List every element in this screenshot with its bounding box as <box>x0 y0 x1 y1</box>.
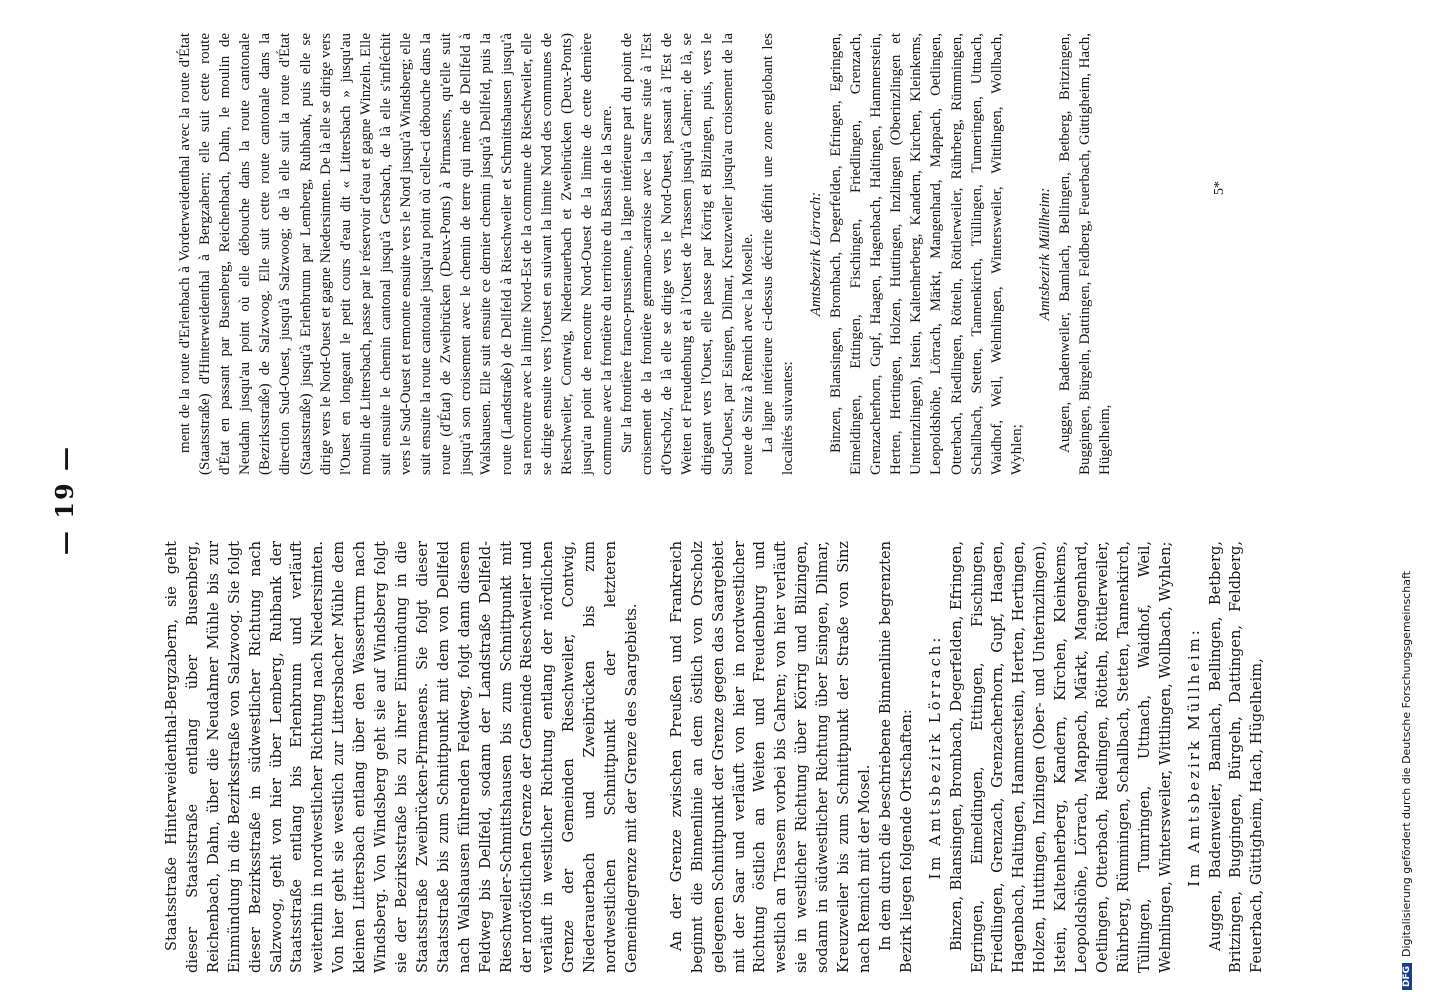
french-paragraph-1: ment de la route d'Erlenbach à Vorderweidenthal avec la route d'État (Staatsstraße) d'Hinterweidenthal à Bergzabern; elle suit cette route d'État en passant par Busenberg, Reichenbach, Dahn, le moulin de Neudahn jusqu'au point où elle débouche dans la route cantonale (Bezirksstraße) de Salzwoog. Elle suit cette route cantonale dans la direction Sud-Ouest, jusqu'à Salzwoog; de là elle suit la route d'État (Staatsstraße) jusqu'à Erlenbrunn par Lemberg, Ruhbank, puis elle se dirige vers le Nord-Ouest et gagne Niedersimten. De là elle se dirige vers l'Ouest en longeant le petit cours d'eau dit « Littersbach » jusqu'au moulin de Littersbach, passe par le réservoir d'eau et gagne Winzeln. Elle suit ensuite le chemin cantonal jusqu'à Gersbach, de là elle s'infléchit vers le Sud-Ouest et remonte ensuite vers le Nord jusqu'à Windsberg; elle suit ensuite la route cantonale jusqu'au point où celle-ci débouche dans la route (d'État) de Zweibrücken (Deux-Ponts) à Pirmasens, qu'elle suit jusqu'à son croisement avec le chemin de terre qui mène de Dellfeld à Walshausen. Elle suit ensuite ce dernier chemin jusqu'à Dellfeld, puis la route (Landstraße) de Dellfeld à Rieschweiler et Schmittshausen jusqu'à sa rencontre avec la limite Nord-Est de la commune de Rieschweiler, elle se dirige ensuite vers l'Ouest en suivant la limite Nord des communes de Rieschweiler, Contwig, Niederauerbach et Zweibrücken (Deux-Ponts) jusqu'au point de rencontre Nord-Ouest de la limite de cette dernière commune avec la frontière du territoire du Bassin de la Sarre. <box>177 33 615 475</box>
german-column <box>162 541 1268 973</box>
german-heading-loerrach: Im Amtsbezirk Lörrach: <box>926 634 944 880</box>
french-column <box>175 33 1115 475</box>
french-heading-loerrach: Amtsbezirk Lörrach: <box>807 191 824 317</box>
german-paragraph-3: In dem durch die beschriebene Binnenlinie begrenzten Bezirk liegen folgende Ortschaften: <box>876 541 915 973</box>
german-paragraph-5: Auggen, Badenweiler, Bamlach, Bellingen, Betberg, Britzingen, Buggingen, Bürgeln, Dattingen, Feldberg, Feuerbach, Güttigheim, Hach, Hügelheim, <box>1206 541 1266 973</box>
german-paragraph-2: An der Grenze zwischen Preußen und Frankreich beginnt die Binnenlinie an dem östlich von Orscholz gelegenen Schnittpunkt der Grenze gegen das Saargebiet mit der Saar und verläuft von hier in nordwestlicher Richtung östlich an Weiten und Freudenburg und westlich an Trassem vorbei bis Cahren; von hier verläuft sie in westlicher Richtung über Körrig und Bilzingen, sodann in südwestlicher Richtung über Esingen, Dilmar, Kreuzweiler bis zum Schnittpunkt der Straße von Sinz nach Remich mit der Mosel. <box>667 541 873 973</box>
french-paragraph-2: Sur la frontière franco-prussienne, la ligne intérieure part du point de croisement de la frontière germano-sarroise avec la Sarre situé à l'Est d'Orscholz, de là elle se dirige vers le Nord-Ouest, passant à l'Est de Weiten et Freudenburg et à l'Ouest de Trassem jusqu'à Cahren; de là, se dirigeant vers l'Ouest, elle passe par Körrig et Bilzingen, puis, vers le Sud-Ouest, par Esingen, Dilmar, Kreuzweiler jusqu'au croisement de la route de Sinz à Remich avec la Moselle. <box>619 33 756 475</box>
footer-text: Digitalisierung gefördert durch die Deutsche Forschungsgemeinschaft <box>1400 571 1413 957</box>
digitization-footer <box>1400 0 1413 1000</box>
french-paragraph-5: Auggen, Badenweiler, Bamlach, Bellingen, Betberg, Britzingen, Buggingen, Bürgeln, Dattingen, Feldberg, Feuerbach, Güttigheim, Hach, Hügelheim, <box>1057 33 1114 475</box>
page-number: — 19 — <box>50 444 79 556</box>
dfg-logo: DFG <box>1402 963 1412 990</box>
french-paragraph-4: Binzen, Blansingen, Brombach, Degerfelden, Efringen, Egringen, Eimeldingen, Ettingen, Fischingen, Friedlingen, Grenzach, Grenzacherhorn, Gupf, Haagen, Hagenbach, Haltingen, Hammerstein, Herten, Hertingen, Holzen, Huttingen, Inzlingen (Oberinzlingen et Unterinzlingen), Istein, Kaltenherberg, Kandern, Kirchen, Kleinkems, Leopoldshöhe, Lörrach, Märkt, Mangenhard, Mappach, Oetlingen, Otterbach, Riedlingen, Rötteln, Röttlerweiler, Rührberg, Rümmingen, Schallbach, Stetten, Tannenkirch, Tüllingen, Tumeringen, Uttnach, Waidhof, Weil, Welmlingen, Wintersweiler, Wittlingen, Wollbach, Wyhlen; <box>828 33 1025 475</box>
german-heading-muellheim: Im Amtsbezirk Müllheim: <box>1185 627 1203 887</box>
german-paragraph-1: Staatsstraße Hinterweidenthal-Bergzabern, sie geht dieser Staatsstraße entlang über Busenberg, Reichenbach, Dahn, über die Neudahner Mühle bis zur Einmündung in die Bezirksstraße von Salzwoog. Sie folgt dieser Bezirksstraße in südwestlicher Richtung nach Salzwoog, geht von hier über Lemberg, Ruhbank der Staatsstraße entlang bis Erlenbrunn und verläuft weiterhin in nordwestlicher Richtung nach Niedersimten. Von hier geht sie westlich zur Littersbacher Mühle dem kleinen Littersbach entlang über den Wasserturm nach Windsberg. Von Windsberg geht sie auf Windsberg folgt sie der Bezirksstraße bis zu ihrer Einmündung in die Staatsstraße Zweibrücken-Pirmasens. Sie folgt dieser Staatsstraße bis zum Schnittpunkt mit dem von Dellfeld nach Walshausen führenden Feldweg, folgt dann diesem Feldweg bis Dellfeld, sodann der Landstraße Dellfeld-Rieschweiler-Schmittshausen bis zum Schnittpunkt mit der nordöstlichen Grenze der Gemeinde Rieschweiler und verläuft in westlicher Richtung entlang der nördlichen Grenze der Gemeinden Rieschweiler, Contwig, Niederauerbach und Zweibrücken bis zum nordwestlichen Schnittpunkt der letzteren Gemeindegrenze mit der Grenze des Saargebiets. <box>163 541 640 973</box>
french-paragraph-3: La ligne intérieure ci-dessus décrite définit une zone englobant les localités suivantes: <box>759 33 796 475</box>
signature-mark: 5* <box>1212 181 1227 195</box>
german-paragraph-4: Binzen, Blansingen, Brombach, Degerfelden, Efringen, Egringen, Eimeldingen, Ettingen, Fischingen, Friedlingen, Grenzach, Grenzacherhorn, Gupf, Haagen, Hagenbach, Haltingen, Hammerstein, Herten, Hertingen, Holzen, Huttingen, Inzlingen (Ober- und Unterinzlingen), Istein, Kaltenherberg, Kandern, Kirchen, Kleinkems, Leopoldshöhe, Lörrach, Mappach, Märkt, Mangenhard, Oetlingen, Otterbach, Riedlingen, Rötteln, Röttlerweiler, Rührberg, Rümmingen, Schallbach, Stetten, Tannenkirch, Tüllingen, Tumringen, Uttnach, Waidhof, Weil, Welmlingen, Wintersweiler, Wittlingen, Wollbach, Wyhlen; <box>947 541 1174 973</box>
french-heading-muellheim: Amtsbezirk Müllheim: <box>1036 187 1053 321</box>
